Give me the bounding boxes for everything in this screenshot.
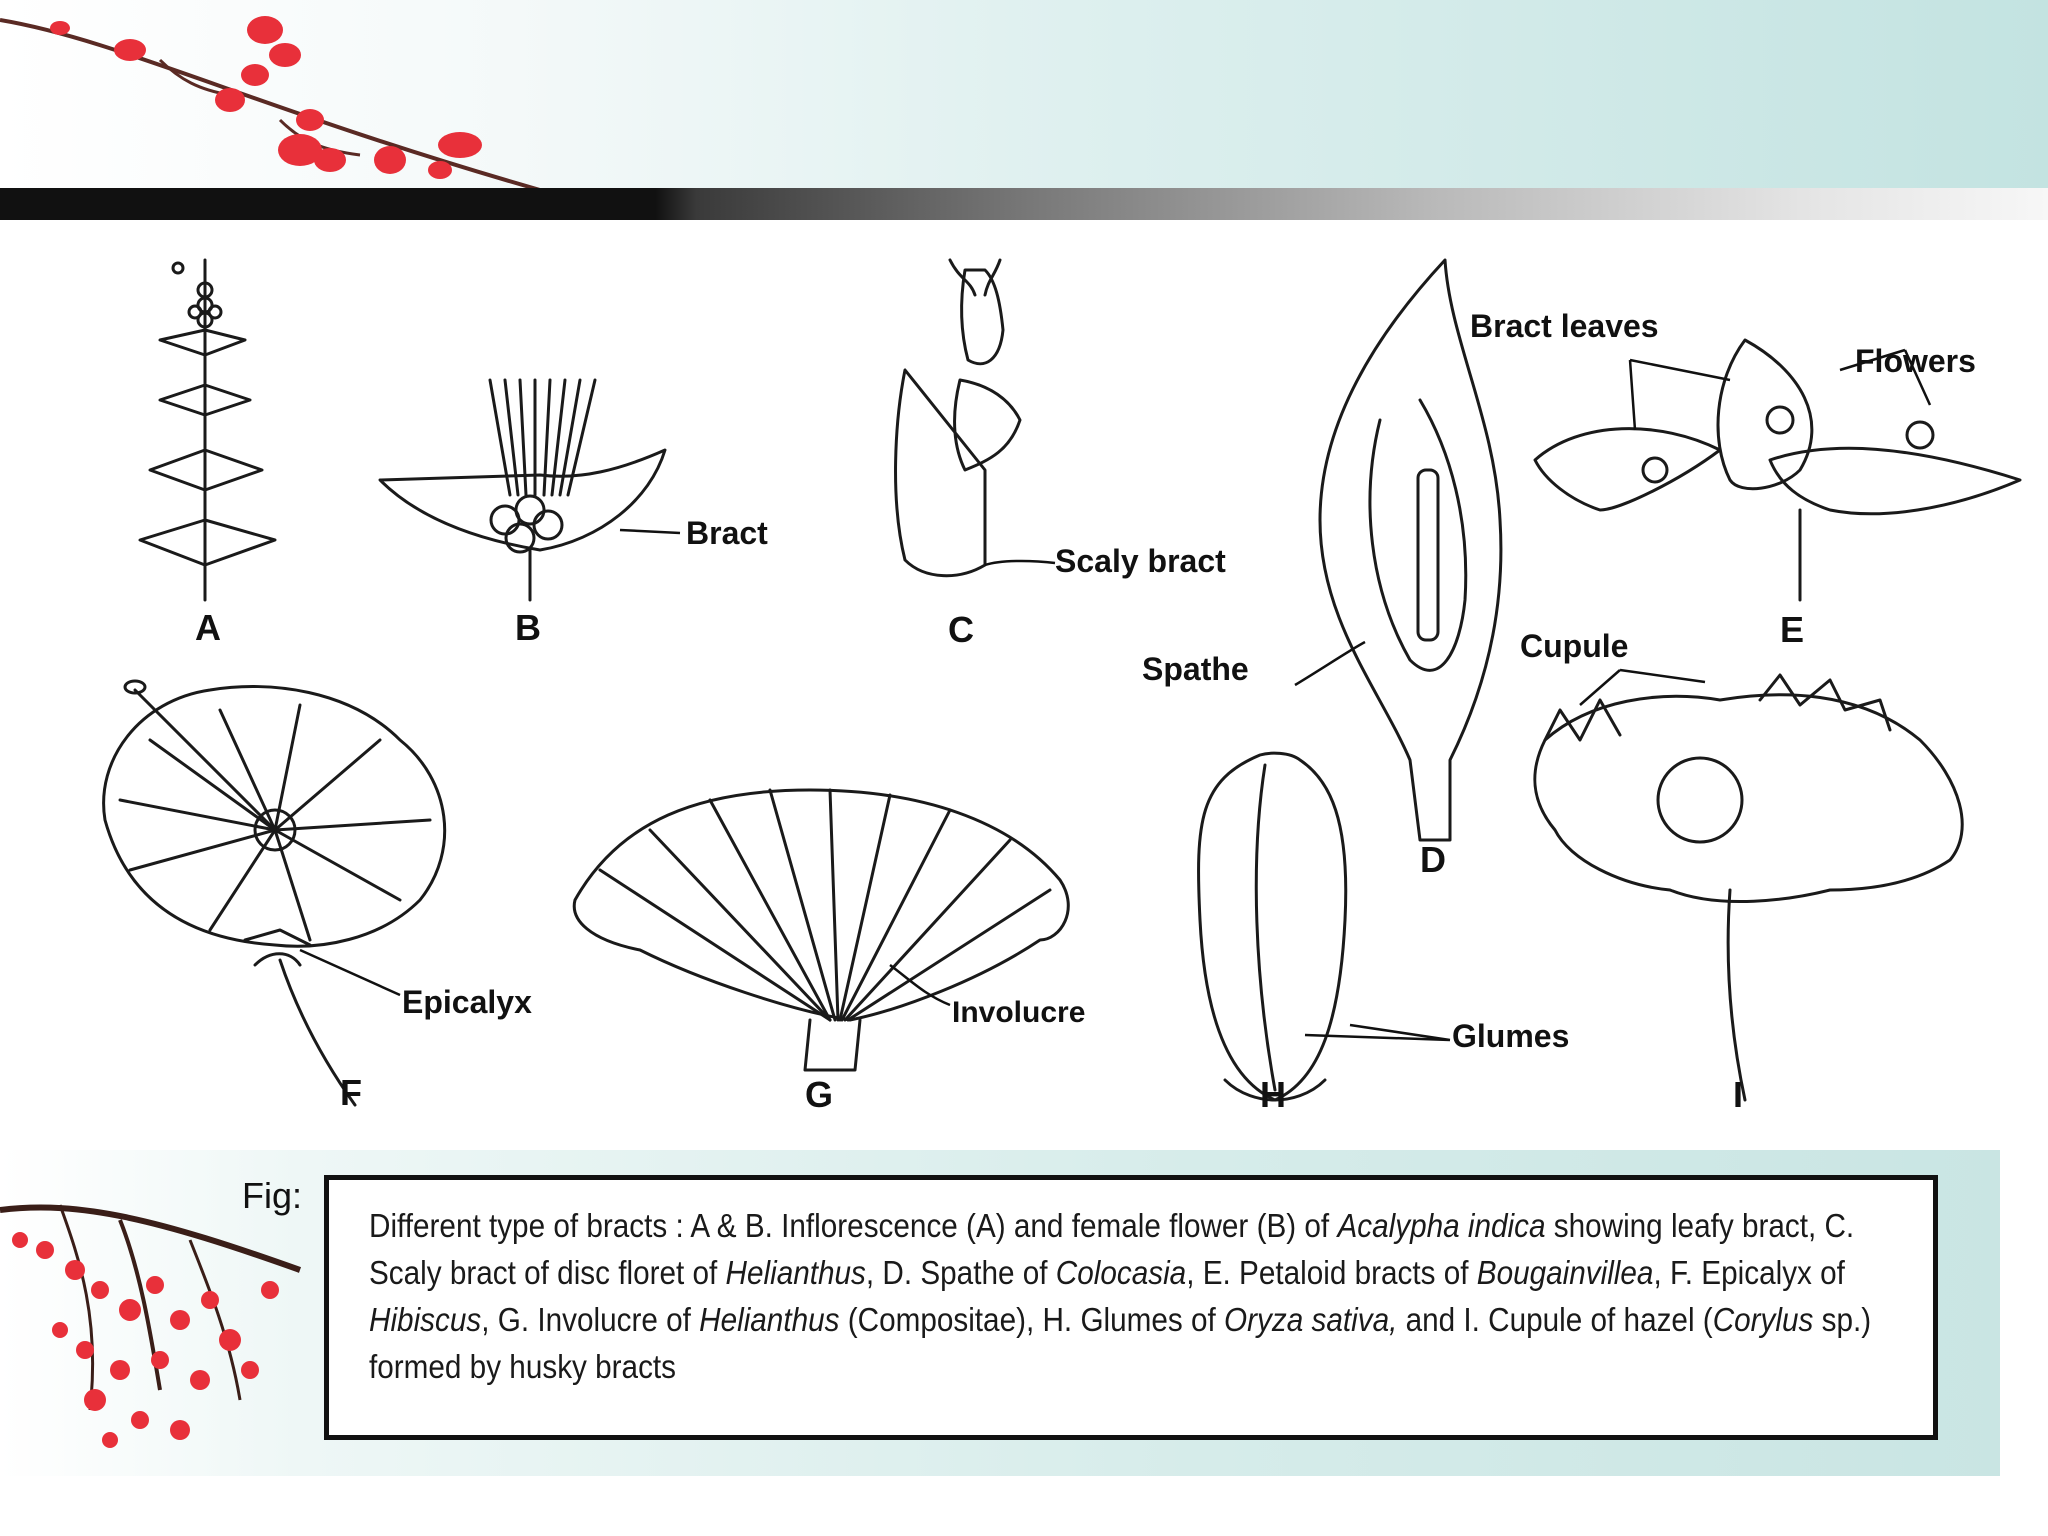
figure-prefix-label: Fig:: [242, 1175, 303, 1216]
caption-text-segment: , G. Involucre of: [481, 1301, 700, 1338]
caption-text-segment: sp.) formed by husky bracts: [369, 1301, 1872, 1385]
caption-box: [324, 1175, 1938, 1440]
caption-text-segment: , F. Epicalyx of: [1653, 1254, 1845, 1291]
caption-text-segment: , D. Spathe of: [865, 1254, 1056, 1291]
caption-species-name: Corylus: [1712, 1301, 1814, 1338]
callout-glumes: Glumes: [1452, 1018, 1570, 1054]
callout-spathe: Spathe: [1142, 651, 1249, 687]
caption-species-name: Hibiscus: [369, 1301, 482, 1338]
caption-text-segment: , E. Petaloid bracts of: [1186, 1254, 1477, 1291]
caption-text-segment: (Compositae), H. Glumes of: [839, 1301, 1225, 1338]
header-divider-bar: [0, 188, 2048, 220]
caption-species-name: Colocasia: [1055, 1254, 1187, 1291]
label-b: B: [515, 607, 541, 648]
caption-species-name: Acalypha indica: [1337, 1207, 1546, 1244]
bract-types-figure: [0, 220, 2048, 1150]
drawing-f-epicalyx: [104, 681, 445, 1105]
callout-epicalyx: Epicalyx: [402, 984, 532, 1020]
drawing-e-petaloid-bracts: [1535, 340, 2020, 600]
label-e: E: [1780, 609, 1805, 650]
drawing-b-female-flower: [380, 380, 680, 600]
caption-text-segment: Different type of bracts : A & B. Inflorescence (A) and female flower (B) of: [369, 1207, 1338, 1244]
label-c: C: [948, 609, 974, 650]
callout-bract: Bract: [686, 515, 768, 551]
figure-caption: [369, 1202, 1917, 1390]
label-d: D: [1420, 839, 1446, 880]
callout-cupule: Cupule: [1520, 628, 1629, 664]
callout-bract-leaves: Bract leaves: [1470, 308, 1659, 344]
caption-text-segment: showing leafy bract, C. Scaly bract of disc floret of: [369, 1207, 1855, 1291]
drawing-d-spathe: [1295, 260, 1501, 840]
drawing-i-cupule: [1535, 670, 1962, 1100]
caption-species-name: Helianthus: [725, 1254, 866, 1291]
label-i: I: [1733, 1074, 1744, 1115]
callout-involucre: Involucre: [952, 996, 1086, 1029]
caption-text-segment: and I. Cupule of hazel (: [1397, 1301, 1713, 1338]
drawing-h-glumes: [1199, 753, 1450, 1100]
caption-species-name: Oryza sativa,: [1224, 1301, 1398, 1338]
blossom-branch-decoration: [0, 0, 560, 190]
bract-illustrations: [0, 220, 2048, 1150]
caption-species-name: Helianthus: [699, 1301, 840, 1338]
label-f: F: [340, 1072, 362, 1113]
label-g: G: [805, 1074, 834, 1115]
callout-scaly-bract: Scaly bract: [1055, 543, 1226, 579]
callout-flowers: Flowers: [1855, 343, 1976, 379]
drawing-a-inflorescence: [140, 260, 275, 600]
caption-species-name: Bougainvillea: [1476, 1254, 1654, 1291]
label-a: A: [195, 607, 221, 648]
label-h: H: [1260, 1074, 1286, 1115]
drawing-c-scaly-bract: [896, 260, 1055, 576]
